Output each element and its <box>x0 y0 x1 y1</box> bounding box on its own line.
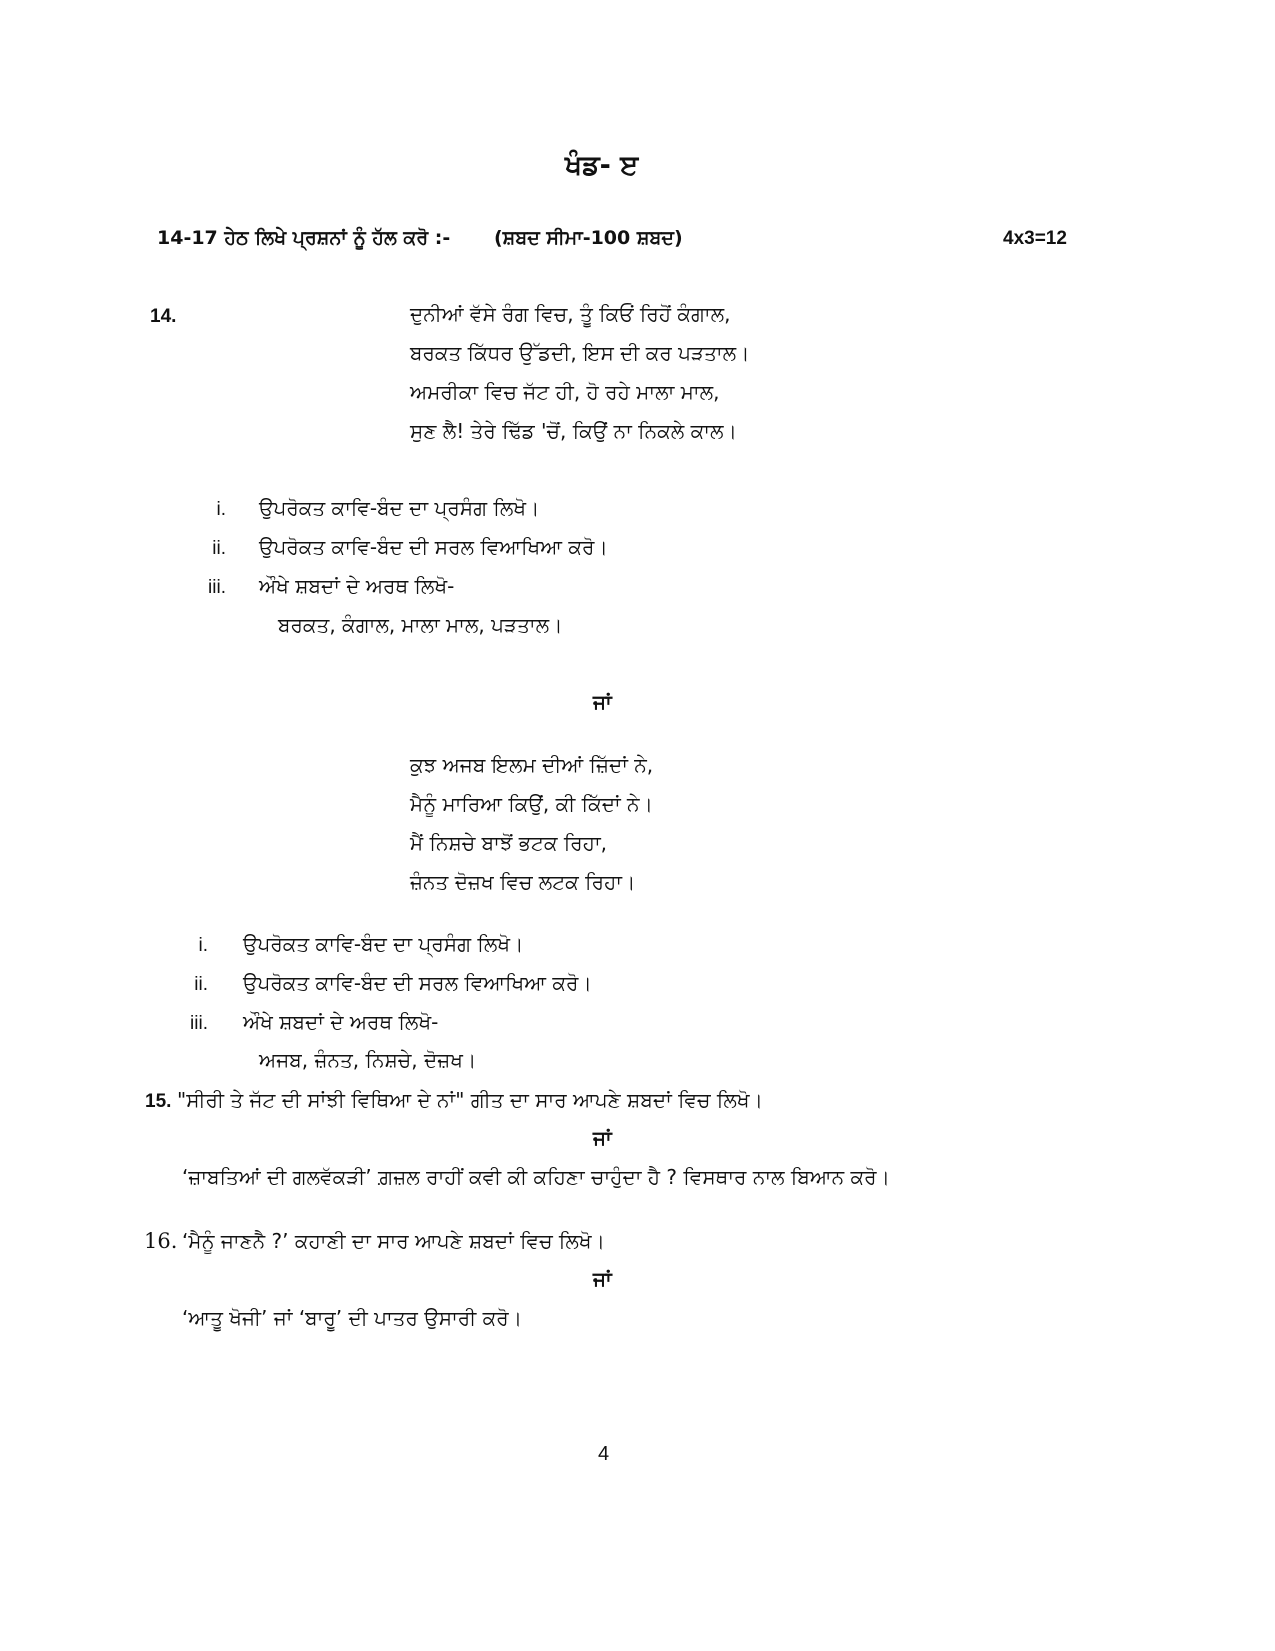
sub2-roman-3: iii. <box>190 1013 208 1034</box>
poem1-line-1: ਦੁਨੀਆਂ ਵੱਸੇ ਰੰਗ ਵਿਚ, ਤੂੰ ਕਿਓਂ ਰਿਹੋਂ ਕੰਗਾਲ, <box>410 302 731 326</box>
sub1-text-2: ਉਪਰੋਕਤ ਕਾਵਿ-ਬੰਦ ਦੀ ਸਰਲ ਵਿਆਖਿਆ ਕਰੋ। <box>259 535 608 559</box>
sub1-roman-2: ii. <box>212 538 226 559</box>
q16-alt: ‘ਆਤੂ ਖੋਜੀ’ ਜਾਂ ‘ਬਾਰੂ’ ਦੀ ਪਾਤਰ ਉਸਾਰੀ ਕਰੋ। <box>182 1306 523 1330</box>
question-number-14: 14. <box>150 306 177 327</box>
sub1-roman-3: iii. <box>208 577 226 598</box>
words1: ਬਰਕਤ, ਕੰਗਾਲ, ਮਾਲਾ ਮਾਲ, ਪੜਤਾਲ। <box>278 613 563 637</box>
sub1-text-3: ਔਖੇ ਸ਼ਬਦਾਂ ਦੇ ਅਰਥ ਲਿਖੋ- <box>259 574 455 598</box>
sub1-text-1: ਉਪਰੋਕਤ ਕਾਵਿ-ਬੰਦ ਦਾ ਪ੍ਰਸੰਗ ਲਿਖੋ। <box>259 496 540 520</box>
sub1-roman-1: i. <box>216 499 226 520</box>
instruction-text: 14-17 ਹੇਠ ਲਿਖੇ ਪ੍ਰਸ਼ਨਾਂ ਨੂੰ ਹੱਲ ਕਰੋ :- <box>157 227 451 249</box>
words2: ਅਜਬ, ਜ਼ੰਨਤ, ਨਿਸ਼ਚੇ, ਦੋਜ਼ਖ। <box>259 1048 477 1072</box>
page-number: 4 <box>598 1443 610 1465</box>
question-number-15: 15. <box>145 1091 172 1112</box>
sub2-roman-2: ii. <box>194 974 208 995</box>
poem2-line-4: ਜ਼ੰਨਤ ਦੋਜ਼ਖ ਵਿਚ ਲਟਕ ਰਿਹਾ। <box>410 870 636 894</box>
section-title: ਖੰਡ- ੲ <box>565 150 639 181</box>
or-label-14: ਜਾਂ <box>593 690 612 714</box>
poem1-line-2: ਬਰਕਤ ਕਿੱਧਰ ਉੱਡਦੀ, ਇਸ ਦੀ ਕਰ ਪੜਤਾਲ। <box>410 341 750 365</box>
sub2-text-3: ਔਖੇ ਸ਼ਬਦਾਂ ਦੇ ਅਰਥ ਲਿਖੋ- <box>243 1010 439 1034</box>
poem2-line-1: ਕੁਝ ਅਜਬ ਇਲਮ ਦੀਆਂ ਜ਼ਿੱਦਾਂ ਨੇ, <box>410 753 654 777</box>
or-label-15: ਜਾਂ <box>593 1126 612 1150</box>
poem2-line-3: ਮੈਂ ਨਿਸ਼ਚੇ ਬਾਝੋਂ ਭਟਕ ਰਿਹਾ, <box>410 831 608 855</box>
or-label-16: ਜਾਂ <box>593 1267 612 1291</box>
question-number-16: 16. <box>144 1229 178 1253</box>
poem1-line-4: ਸੁਣ ਲੈ! ਤੇਰੇ ਢਿੱਡ 'ਚੋਂ, ਕਿਉਂ ਨਾ ਨਿਕਲੇ ਕਾਲ। <box>410 419 737 443</box>
poem1-line-3: ਅਮਰੀਕਾ ਵਿਚ ਜੱਟ ਹੀ, ਹੋ ਰਹੇ ਮਾਲਾ ਮਾਲ, <box>410 380 720 404</box>
q15-text: "ਸੀਰੀ ਤੇ ਜੱਟ ਦੀ ਸਾਂਝੀ ਵਿਥਿਆ ਦੇ ਨਾਂ" ਗੀਤ ਦਾ ਸਾਰ ਆਪਣੇ ਸ਼ਬਦਾਂ ਵਿਚ ਲਿਖੋ। <box>177 1088 764 1112</box>
sub2-text-2: ਉਪਰੋਕਤ ਕਾਵਿ-ਬੰਦ ਦੀ ਸਰਲ ਵਿਆਖਿਆ ਕਰੋ। <box>243 971 592 995</box>
marks-label: 4x3=12 <box>1003 228 1067 249</box>
sub2-roman-1: i. <box>198 935 208 956</box>
sub2-text-1: ਉਪਰੋਕਤ ਕਾਵਿ-ਬੰਦ ਦਾ ਪ੍ਰਸੰਗ ਲਿਖੋ। <box>243 932 524 956</box>
q15-alt: ‘ਜ਼ਾਬਤਿਆਂ ਦੀ ਗਲਵੱਕੜੀ’ ਗ਼ਜ਼ਲ ਰਾਹੀਂ ਕਵੀ ਕੀ ਕਹਿਣਾ ਚਾਹੁੰਦਾ ਹੈ ? ਵਿਸਥਾਰ ਨਾਲ ਬਿਆਨ ਕਰੋ। <box>182 1165 890 1189</box>
poem2-line-2: ਮੈਨੂੰ ਮਾਰਿਆ ਕਿਉਂ, ਕੀ ਕਿੱਦਾਂ ਨੇ। <box>410 792 653 816</box>
q16-text: ‘ਮੈਨੂੰ ਜਾਣਨੈ ?’ ਕਹਾਣੀ ਦਾ ਸਾਰ ਆਪਣੇ ਸ਼ਬਦਾਂ ਵਿਚ ਲਿਖੋ। <box>182 1229 606 1253</box>
word-limit: (ਸ਼ਬਦ ਸੀਮਾ-100 ਸ਼ਬਦ) <box>494 227 683 249</box>
